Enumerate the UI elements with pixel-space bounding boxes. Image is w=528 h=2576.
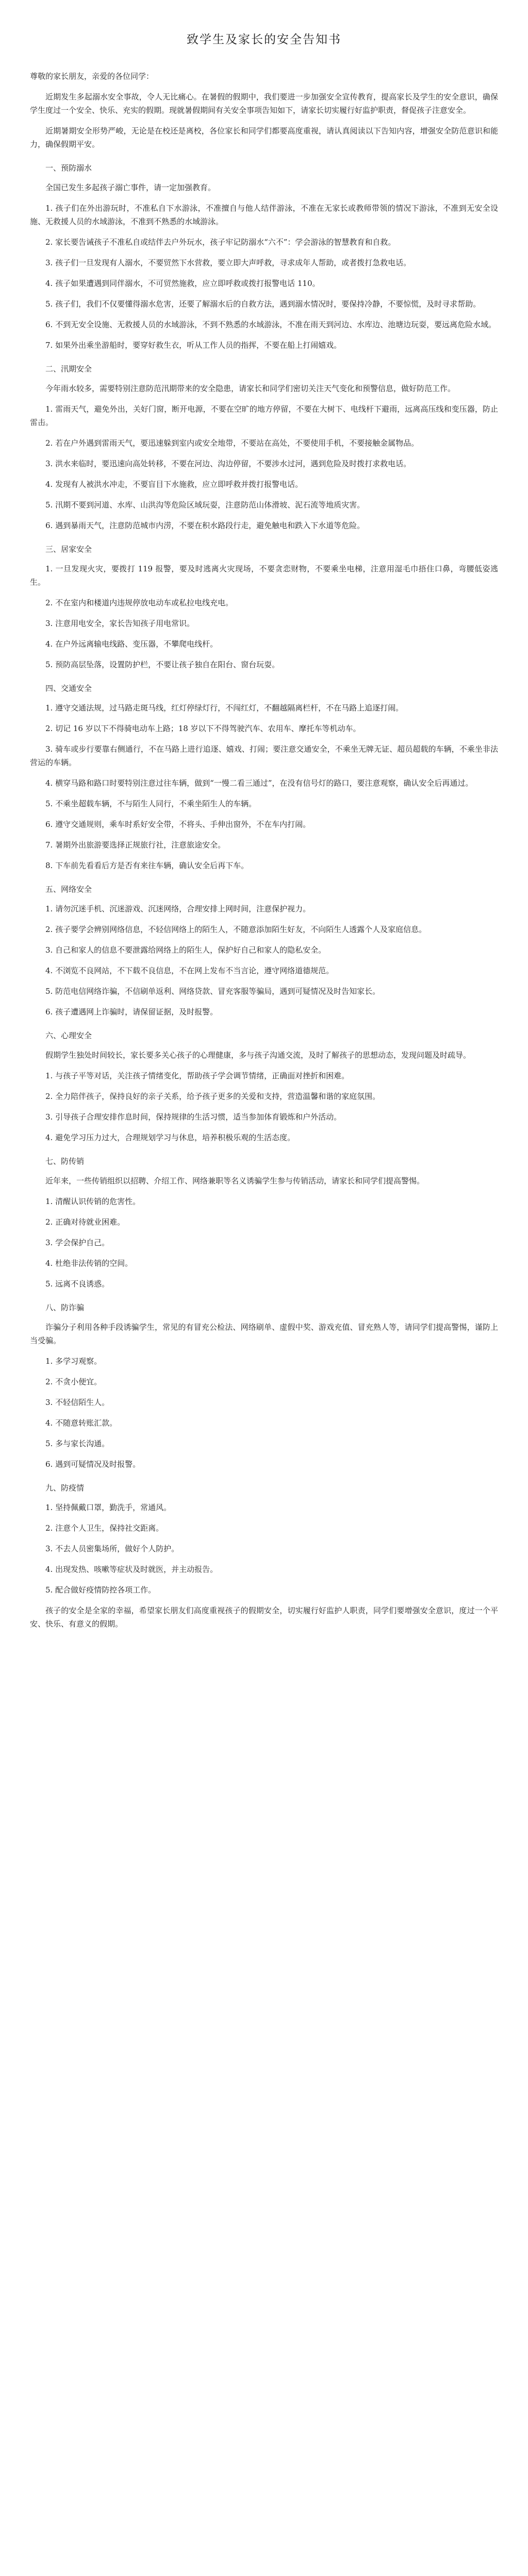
section-paragraph: 5. 配合做好疫情防控各项工作。 bbox=[45, 1585, 156, 1595]
section-mental-health bbox=[30, 1029, 498, 1144]
section-paragraph: 1. 一旦发现火灾，要拨打 119 报警，要及时逃离火灾现场，不要贪恋财物，不要乘坐电梯，注意用湿毛巾捂住口鼻，弯腰低姿逃生。 bbox=[30, 564, 498, 587]
section-paragraph: 4. 不随意转账汇款。 bbox=[45, 1418, 118, 1428]
section-paragraph: 5. 多与家长沟通。 bbox=[45, 1439, 110, 1448]
section-traffic-safety bbox=[30, 682, 498, 872]
section-paragraph: 1. 雷雨天气，避免外出，关好门窗，断开电源，不要在空旷的地方停留，不要在大树下、电线杆下避雨，远离高压线和变压器，防止雷击。 bbox=[30, 404, 498, 427]
intro-paragraph: 近期发生多起溺水安全事故，令人无比痛心。在暑假的假期中，我们要进一步加强安全宣传教育，提高家长及学生的安全意识，确保学生度过一个安全、快乐、充实的假期。现就暑假期间有关安全事项告知如下，请家长切实履行好监护职责，督促孩子注意安全。 bbox=[30, 92, 498, 115]
section-paragraph: 6. 遵守交通规则，乘车时系好安全带，不将头、手伸出窗外，不在车内打闹。 bbox=[45, 820, 311, 829]
section-paragraph: 4. 出现发热、咳嗽等症状及时就医，并主动报告。 bbox=[45, 1565, 218, 1574]
section-paragraph: 诈骗分子利用各种手段诱骗学生，常见的有冒充公检法、网络刷单、虚假中奖、游戏充值、冒充熟人等，请同学们提高警惕，谨防上当受骗。 bbox=[30, 1323, 498, 1345]
section-paragraph: 6. 遇到暴雨天气，注意防范城市内涝，不要在积水路段行走，避免触电和跌入下水道等危险。 bbox=[45, 521, 365, 530]
section-paragraph: 4. 杜绝非法传销的空间。 bbox=[45, 1259, 133, 1268]
section-paragraph: 4. 孩子如果遭遇到同伴溺水，不可贸然施救，应立即呼救或拨打报警电话 110。 bbox=[45, 279, 320, 288]
section-paragraph: 5. 不乘坐超载车辆，不与陌生人同行，不乘坐陌生人的车辆。 bbox=[45, 799, 257, 808]
section-paragraph: 1. 清醒认识传销的危害性。 bbox=[45, 1197, 141, 1206]
section-heading: 六、心理安全 bbox=[45, 1031, 92, 1040]
section-paragraph: 2. 孩子要学会辨别网络信息，不轻信网络上的陌生人，不随意添加陌生好友，不向陌生人透露个人及家庭信息。 bbox=[45, 925, 427, 934]
section-paragraph: 全国已发生多起孩子溺亡事件，请一定加强教育。 bbox=[45, 183, 216, 192]
section-paragraph: 4. 避免学习压力过大，合理规划学习与休息，培养积极乐观的生活态度。 bbox=[45, 1133, 295, 1142]
section-paragraph: 2. 注意个人卫生，保持社交距离。 bbox=[45, 1523, 164, 1533]
section-paragraph: 5. 防范电信网络诈骗，不信刷单返利、网络贷款、冒充客服等骗局，遇到可疑情况及时告知家长。 bbox=[45, 987, 381, 996]
section-paragraph: 2. 切记 16 岁以下不得骑电动车上路；18 岁以下不得驾驶汽车、农用车、摩托车等机动车。 bbox=[45, 724, 361, 733]
section-paragraph: 7. 如果外出乘坐游船时，要穿好救生衣，听从工作人员的指挥，不要在船上打闹嬉戏。 bbox=[45, 341, 342, 350]
section-paragraph: 2. 若在户外遇到雷雨天气，要迅速躲到室内或安全地带，不要站在高处，不要使用手机，不要接触金属物品。 bbox=[45, 438, 419, 448]
section-paragraph: 3. 注意用电安全，家长告知孩子用电常识。 bbox=[45, 619, 195, 628]
section-paragraph: 3. 不轻信陌生人。 bbox=[45, 1398, 110, 1407]
section-paragraph: 2. 不贪小便宜。 bbox=[45, 1377, 102, 1386]
section-flood-season bbox=[30, 362, 498, 532]
section-paragraph: 5. 预防高层坠落，设置防护栏，不要让孩子独自在阳台、窗台玩耍。 bbox=[45, 660, 280, 669]
section-paragraph: 3. 自己和家人的信息不要泄露给网络上的陌生人，保护好自己和家人的隐私安全。 bbox=[45, 945, 326, 955]
section-anti-fraud bbox=[30, 1301, 498, 1471]
section-paragraph: 4. 不浏览不良网站，不下载不良信息，不在网上发布不当言论，遵守网络道德规范。 bbox=[45, 966, 334, 975]
section-heading: 三、居家安全 bbox=[45, 545, 92, 554]
section-home-safety bbox=[30, 543, 498, 671]
section-paragraph: 3. 洪水来临时，要迅速向高处转移，不要在河边、沟边停留，不要涉水过河，遇到危险及时拨打求救电话。 bbox=[45, 459, 411, 468]
section-heading: 五、网络安全 bbox=[45, 885, 92, 894]
section-paragraph: 6. 孩子遭遇网上诈骗时，请保留证据，及时报警。 bbox=[45, 1007, 218, 1016]
section-heading: 九、防疫情 bbox=[45, 1483, 85, 1493]
section-heading: 一、预防溺水 bbox=[45, 163, 92, 173]
document-title: 致学生及家长的安全告知书 bbox=[187, 33, 341, 46]
section-paragraph: 3. 学会保护自己。 bbox=[45, 1238, 110, 1247]
section-paragraph: 3. 引导孩子合理安排作息时间，保持规律的生活习惯，适当参加体育锻炼和户外活动。 bbox=[45, 1112, 342, 1122]
section-paragraph: 1. 多学习观察。 bbox=[45, 1357, 102, 1366]
greeting-line: 尊敬的家长朋友，亲爱的各位同学： bbox=[30, 72, 154, 81]
section-paragraph: 1. 与孩子平等对话，关注孩子情绪变化，帮助孩子学会调节情绪，正确面对挫折和困难。 bbox=[45, 1071, 350, 1080]
section-epidemic-prevention bbox=[30, 1481, 498, 1597]
closing-paragraph: 孩子的安全是全家的幸福，希望家长朋友们高度重视孩子的假期安全，切实履行好监护人职责，同学们要增强安全意识，度过一个平安、快乐、有意义的假期。 bbox=[30, 1606, 498, 1629]
section-paragraph: 4. 横穿马路和路口时要特别注意过往车辆，做到“一慢二看三通过”，在没有信号灯的路口，要注意观察，确认安全后再通过。 bbox=[45, 778, 473, 788]
section-heading: 八、防诈骗 bbox=[45, 1303, 85, 1312]
section-paragraph: 5. 汛期不要到河道、水库、山洪沟等危险区域玩耍，注意防范山体滑坡、泥石流等地质灾害。 bbox=[45, 500, 365, 510]
section-paragraph: 4. 发现有人被洪水冲走，不要盲目下水施救，应立即呼救并拨打报警电话。 bbox=[45, 480, 303, 489]
section-drowning bbox=[30, 161, 498, 352]
section-paragraph: 2. 全力陪伴孩子，保持良好的亲子关系，给予孩子更多的关爱和支持，营造温馨和谐的家庭氛围。 bbox=[45, 1092, 381, 1101]
section-paragraph: 4. 在户外远离输电线路、变压器，不攀爬电线杆。 bbox=[45, 639, 218, 649]
section-paragraph: 假期学生独处时间较长，家长要多关心孩子的心理健康，多与孩子沟通交流，及时了解孩子的思想动态，发现问题及时疏导。 bbox=[45, 1050, 471, 1060]
section-heading: 七、防传销 bbox=[45, 1157, 85, 1166]
section-heading: 二、汛期安全 bbox=[45, 364, 92, 374]
section-paragraph: 1. 请勿沉迷手机、沉迷游戏、沉迷网络，合理安排上网时间，注意保护视力。 bbox=[45, 904, 311, 913]
intro-paragraph: 近期暑期安全形势严峻，无论是在校还是离校，各位家长和同学们都要高度重视，请认真阅读以下告知内容，增强安全防范意识和能力，确保假期平安。 bbox=[30, 126, 498, 149]
section-paragraph: 6. 遇到可疑情况及时报警。 bbox=[45, 1460, 141, 1469]
section-paragraph: 1. 孩子们在外出游玩时，不准私自下水游泳，不准擅自与他人结伴游泳，不准在无家长或教师带领的情况下游泳，不准到无安全设施、无救援人员的水域游泳，不准到不熟悉的水域游泳。 bbox=[30, 204, 498, 226]
section-paragraph: 3. 骑车或步行要靠右侧通行，不在马路上进行追逐、嬉戏、打闹；要注意交通安全，不乘坐无牌无证、超员超载的车辆，不乘坐非法营运的车辆。 bbox=[30, 744, 498, 767]
section-network-safety bbox=[30, 883, 498, 1019]
section-anti-pyramid-scheme bbox=[30, 1155, 498, 1291]
section-paragraph: 6. 不到无安全设施、无救援人员的水域游泳，不到不熟悉的水域游泳，不准在雨天到河边、水库边、池塘边玩耍，要远离危险水域。 bbox=[45, 320, 497, 329]
section-heading: 四、交通安全 bbox=[45, 684, 92, 693]
section-paragraph: 今年雨水较多，需要特别注意防范汛期带来的安全隐患，请家长和同学们密切关注天气变化和预警信息，做好防范工作。 bbox=[45, 384, 456, 393]
section-paragraph: 1. 遵守交通法规，过马路走斑马线，红灯停绿灯行，不闯红灯，不翻越隔离栏杆，不在马路上追逐打闹。 bbox=[45, 703, 404, 713]
section-paragraph: 3. 孩子们一旦发现有人溺水，不要贸然下水营救，要立即大声呼救，寻求成年人帮助，或者拨打急救电话。 bbox=[45, 258, 411, 267]
section-paragraph: 3. 不去人员密集场所，做好个人防护。 bbox=[45, 1544, 179, 1553]
section-paragraph: 近年来，一些传销组织以招聘、介绍工作、网络兼职等名义诱骗学生参与传销活动，请家长和同学们提高警惕。 bbox=[45, 1176, 425, 1185]
section-paragraph: 8. 下车前先看看后方是否有来往车辆，确认安全后再下车。 bbox=[45, 861, 249, 870]
section-paragraph: 2. 正确对待就业困难。 bbox=[45, 1217, 125, 1227]
section-paragraph: 5. 孩子们，我们不仅要懂得溺水危害，还要了解溺水后的自救方法，遇到溺水情况时，要保持冷静，不要惊慌，及时寻求帮助。 bbox=[45, 299, 481, 309]
section-paragraph: 2. 家长要告诫孩子不准私自或结伴去户外玩水，孩子牢记防溺水“六不”：学会游泳的智慧教育和自救。 bbox=[45, 238, 396, 247]
section-paragraph: 5. 远离不良诱惑。 bbox=[45, 1279, 110, 1289]
section-paragraph: 2. 不在室内和楼道内违规停放电动车或私拉电线充电。 bbox=[45, 598, 234, 607]
section-paragraph: 7. 暑期外出旅游要选择正规旅行社，注意旅途安全。 bbox=[45, 840, 226, 850]
section-paragraph: 1. 坚持佩戴口罩，勤洗手，常通风。 bbox=[45, 1503, 172, 1512]
